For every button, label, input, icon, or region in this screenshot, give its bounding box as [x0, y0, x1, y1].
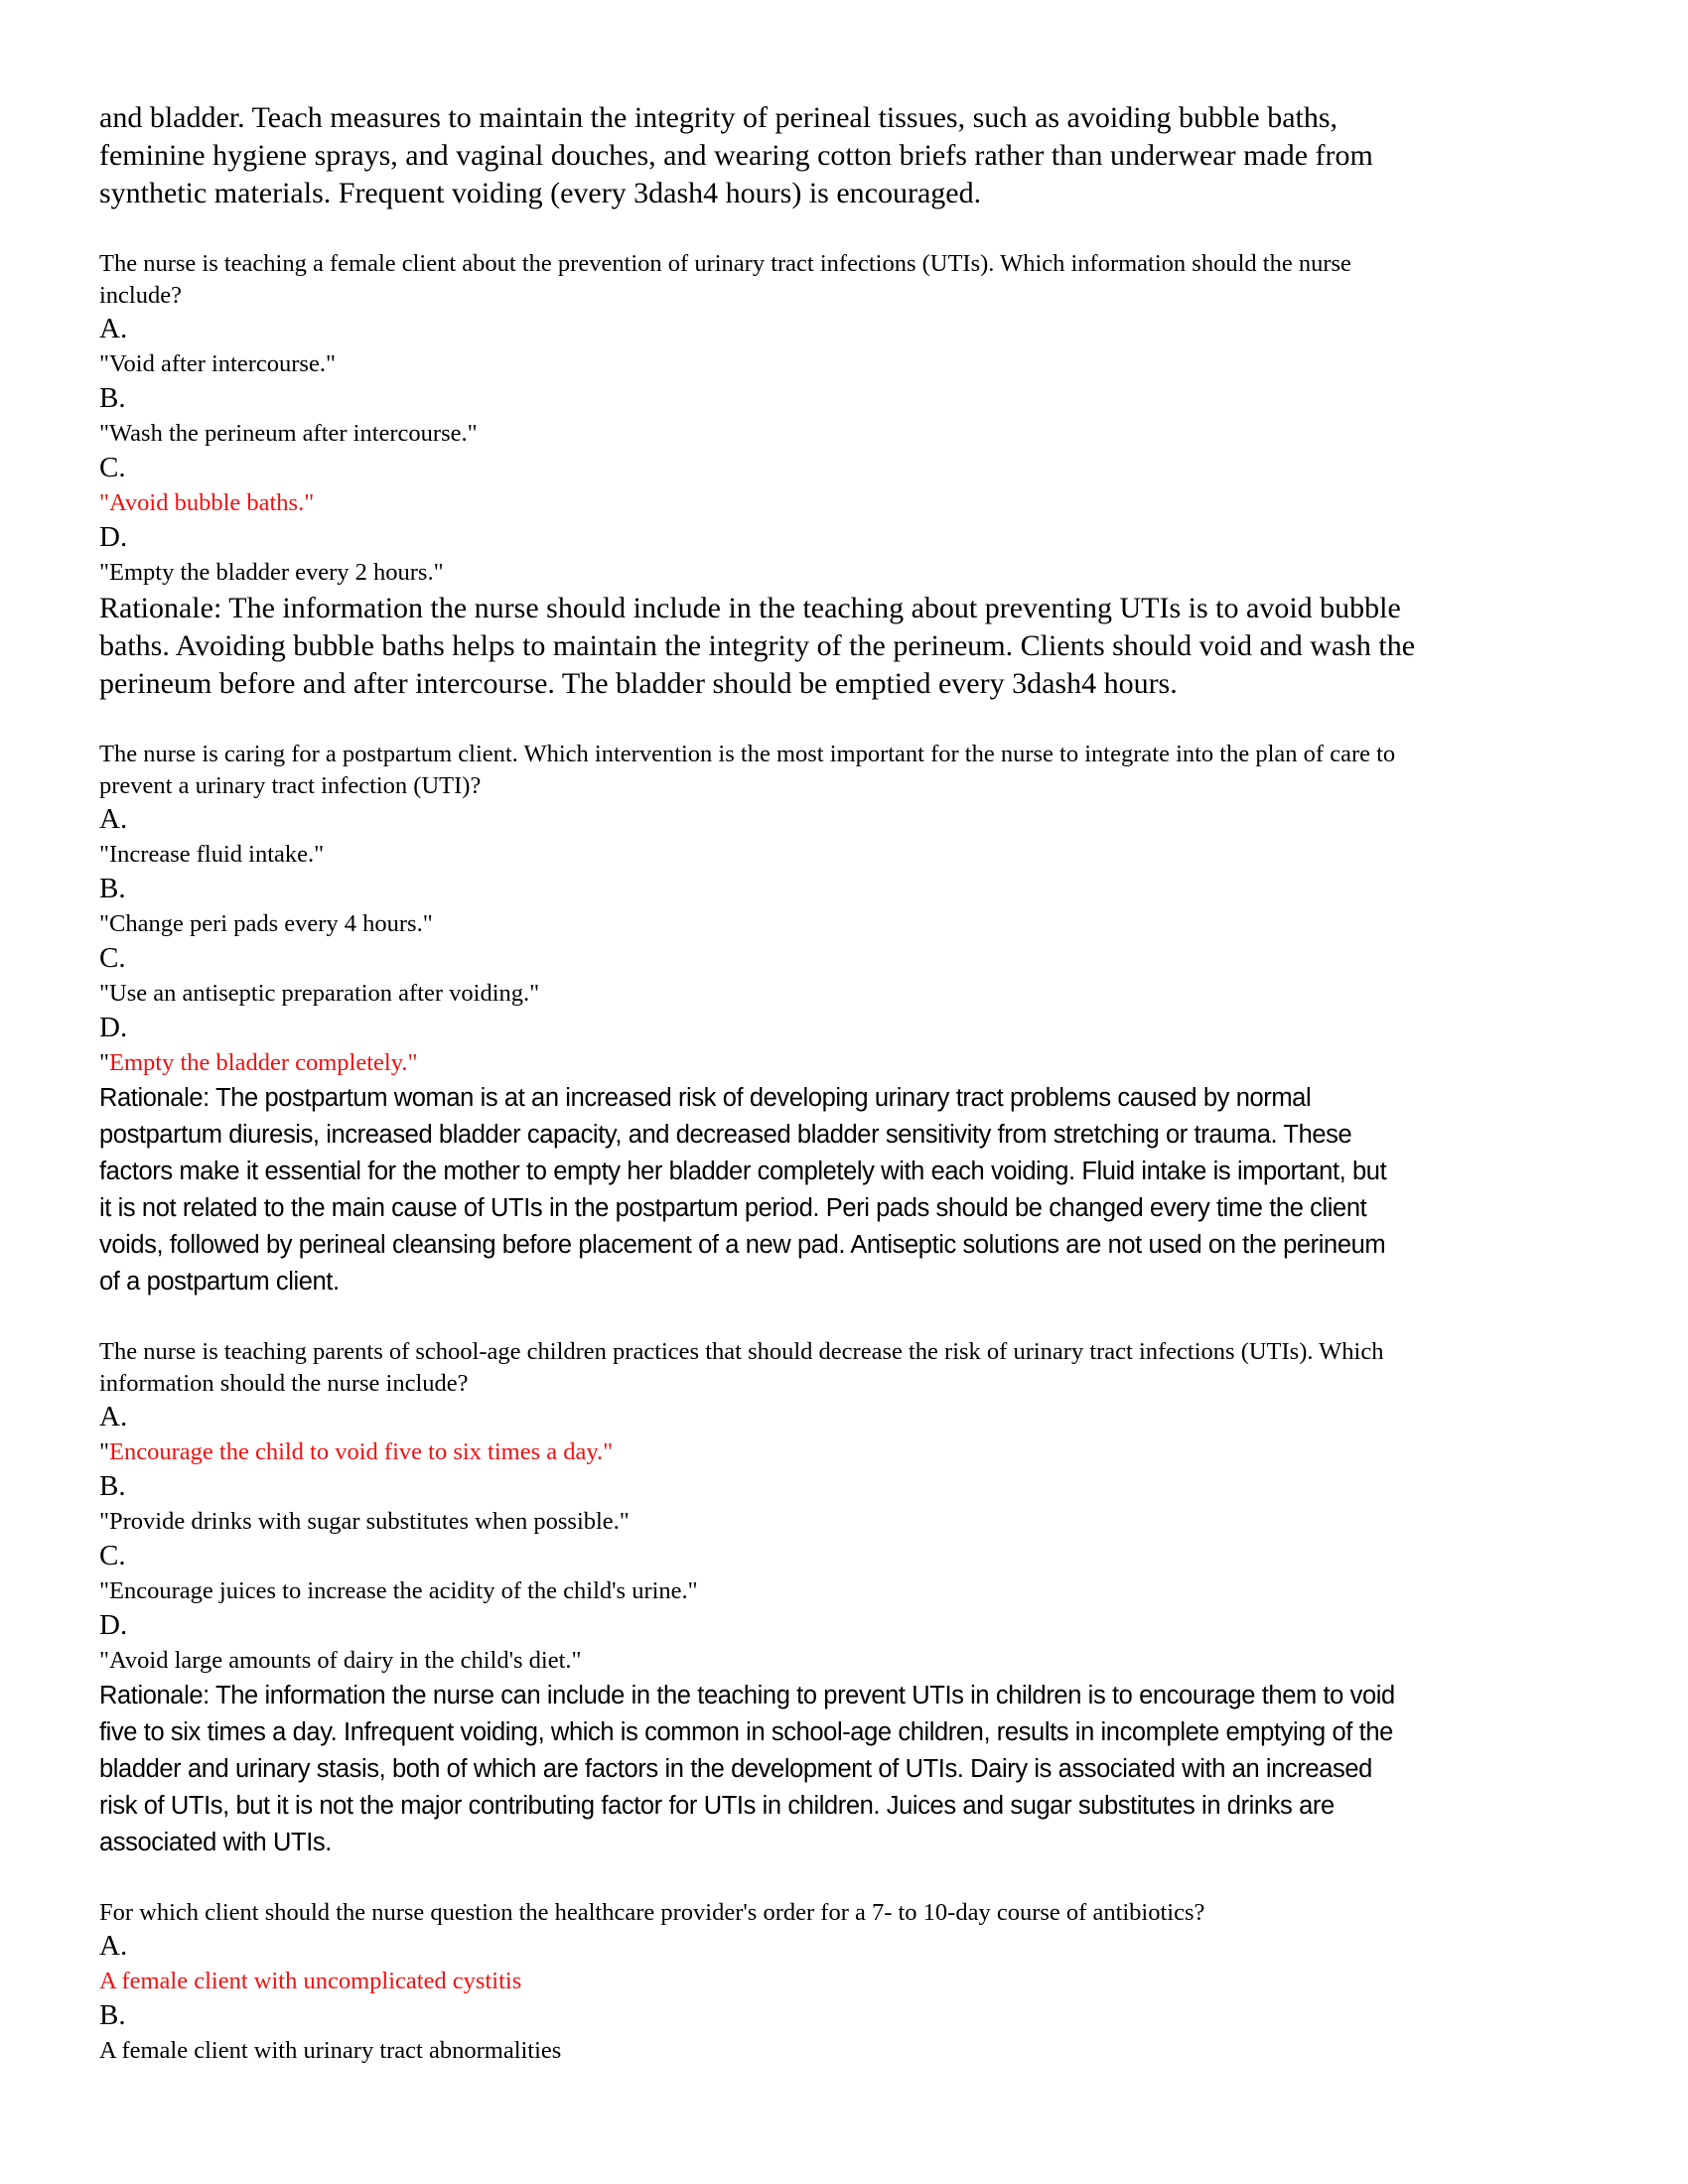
option-letter: B. [99, 873, 126, 904]
option-letter: C. [99, 942, 126, 974]
option-text: Increase fluid intake." [109, 841, 325, 868]
option-text: Encourage the child to void five to six times a day." [109, 1438, 614, 1465]
option-quote: " [99, 841, 110, 868]
option-quote: " [99, 1647, 110, 1674]
rationale-line: Rationale: The information the nurse can include in the teaching to prevent UTIs in children is to encourage them to void [99, 1682, 1395, 1709]
question-block [99, 703, 1609, 1300]
rationale-line: associated with UTIs. [99, 1829, 332, 1856]
option-text: Encourage juices to increase the acidity of the child's urine." [109, 1577, 698, 1604]
question-stem: The nurse is teaching parents of school-age children practices that should decrease the risk of urinary tract infections (UTIs). Which [99, 1338, 1384, 1365]
option-quote: " [99, 559, 110, 586]
question-stem: For which client should the nurse question the healthcare provider's order for a 7- to 10-day course of antibiotics? [99, 1899, 1205, 1926]
text-line: synthetic materials. Frequent voiding (every 3dash4 hours) is encouraged. [99, 177, 982, 209]
option-quote: " [99, 350, 110, 377]
question-stem: The nurse is caring for a postpartum client. Which intervention is the most important for the nurse to integrate into the plan of care to [99, 741, 1396, 767]
correct-answer-option [99, 1964, 1609, 1998]
answer-option [99, 2033, 1609, 2068]
question-block [99, 1861, 1609, 2068]
option-text: A female client with urinary tract abnormalities [99, 2037, 562, 2064]
option-text: Empty the bladder completely." [109, 1049, 418, 1076]
rationale-line: bladder and urinary stasis, both of which are factors in the development of UTIs. Dairy is associated with an increased [99, 1755, 1372, 1783]
correct-answer-option [99, 485, 1609, 520]
option-letter: A. [99, 803, 128, 835]
rationale-line: perineum before and after intercourse. The bladder should be emptied every 3dash4 hours. [99, 667, 1178, 700]
answer-option [99, 416, 1609, 451]
option-quote: " [99, 420, 110, 447]
option-letter: B. [99, 1470, 126, 1502]
option-letter: D. [99, 1012, 128, 1043]
option-quote: " [99, 1508, 110, 1535]
option-letter: D. [99, 1609, 128, 1641]
option-text: Provide drinks with sugar substitutes when possible." [109, 1508, 630, 1535]
rationale-line: of a postpartum client. [99, 1268, 340, 1296]
answer-option [99, 1643, 1609, 1678]
option-quote: " [99, 980, 110, 1007]
answer-option [99, 555, 1609, 590]
question-stem: include? [99, 282, 182, 309]
rationale-line: risk of UTIs, but it is not the major contributing factor for UTIs in children. Juices and sugar substitutes in drinks are [99, 1792, 1335, 1820]
rationale-line: factors make it essential for the mother to empty her bladder completely with each voiding. Fluid intake is important, but [99, 1158, 1387, 1185]
text-line: and bladder. Teach measures to maintain the integrity of perineal tissues, such as avoiding bubble baths, [99, 101, 1338, 134]
question-block [99, 212, 1609, 703]
option-text: Wash the perineum after intercourse." [109, 420, 478, 447]
option-text: Avoid bubble baths." [109, 489, 315, 516]
answer-option [99, 346, 1609, 381]
rationale-line: postpartum diuresis, increased bladder capacity, and decreased bladder sensitivity from stretching or trauma. These [99, 1121, 1352, 1149]
option-quote: " [99, 1438, 110, 1465]
text-line: feminine hygiene sprays, and vaginal douches, and wearing cotton briefs rather than underwear made from [99, 139, 1373, 172]
rationale-line: Rationale: The information the nurse should include in the teaching about preventing UTIs is to avoid bubble [99, 592, 1401, 624]
intro-paragraph [99, 99, 1609, 212]
correct-answer-option [99, 1434, 1609, 1469]
option-quote: " [99, 910, 110, 937]
option-letter: C. [99, 1540, 126, 1571]
question-stem: information should the nurse include? [99, 1370, 469, 1397]
option-text: Use an antiseptic preparation after voiding." [109, 980, 540, 1007]
option-text: Empty the bladder every 2 hours." [109, 559, 444, 586]
option-text: Void after intercourse." [109, 350, 336, 377]
correct-answer-option [99, 1045, 1609, 1080]
question-stem: The nurse is teaching a female client about the prevention of urinary tract infections (UTIs). Which information should the nurse [99, 250, 1351, 277]
rationale-line: five to six times a day. Infrequent voiding, which is common in school-age children, results in incomplete emptying of the [99, 1718, 1393, 1746]
option-letter: C. [99, 452, 126, 483]
option-letter: D. [99, 521, 128, 553]
option-letter: B. [99, 1999, 126, 2031]
answer-option [99, 1573, 1609, 1608]
answer-option [99, 1504, 1609, 1539]
option-text: Change peri pads every 4 hours." [109, 910, 433, 937]
question-stem: prevent a urinary tract infection (UTI)? [99, 772, 482, 799]
option-text: Avoid large amounts of dairy in the child's diet." [109, 1647, 582, 1674]
option-quote: " [99, 489, 110, 516]
option-quote: " [99, 1577, 110, 1604]
answer-option [99, 906, 1609, 941]
document-page [99, 99, 1609, 2068]
rationale-line: baths. Avoiding bubble baths helps to maintain the integrity of the perineum. Clients should void and wash the [99, 629, 1416, 662]
option-text: A female client with uncomplicated cystitis [99, 1968, 522, 1994]
answer-option [99, 976, 1609, 1011]
rationale-line: Rationale: The postpartum woman is at an increased risk of developing urinary tract problems caused by normal [99, 1084, 1312, 1112]
rationale-line: it is not related to the main cause of UTIs in the postpartum period. Peri pads should be changed every time the client [99, 1194, 1367, 1222]
answer-option [99, 837, 1609, 872]
question-block [99, 1300, 1609, 1861]
option-letter: A. [99, 1930, 128, 1962]
option-letter: A. [99, 313, 128, 344]
rationale-line: voids, followed by perineal cleansing before placement of a new pad. Antiseptic solutions are not used on the perineum [99, 1231, 1386, 1259]
option-quote: " [99, 1049, 110, 1076]
option-letter: B. [99, 382, 126, 414]
option-letter: A. [99, 1401, 128, 1433]
